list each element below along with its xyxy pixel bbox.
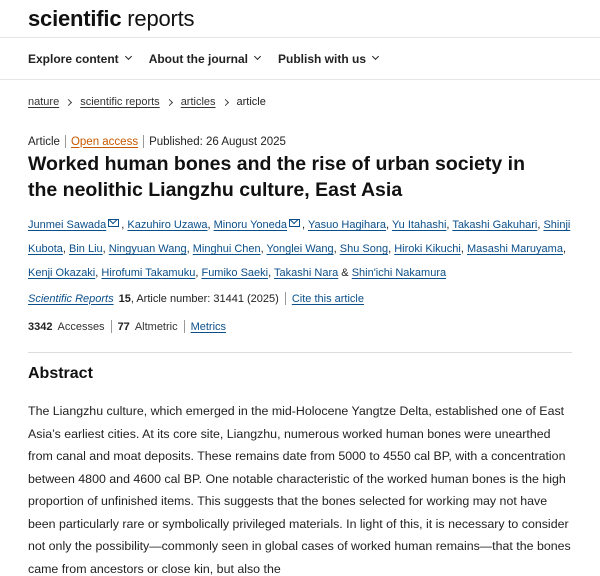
journal-link[interactable]: Scientific Reports <box>28 292 114 305</box>
nav-explore-content[interactable]: Explore content <box>28 52 131 66</box>
breadcrumb-scientific-reports[interactable]: scientific reports <box>80 96 160 108</box>
metrics-link[interactable]: Metrics <box>190 320 227 333</box>
nav-about-journal[interactable]: About the journal <box>149 52 260 66</box>
accesses-count: 3342 <box>28 320 53 333</box>
author-link[interactable]: Hirofumi Takamuku <box>101 267 196 279</box>
breadcrumb-nature[interactable]: nature <box>28 96 60 108</box>
author-link[interactable]: Fumiko Saeki <box>201 267 269 279</box>
altmetric-score: 77 <box>117 320 130 333</box>
main-nav <box>0 38 600 80</box>
nav-publish-with-us[interactable]: Publish with us <box>278 52 378 66</box>
author-link[interactable]: Kazuhiro Uzawa <box>127 219 208 231</box>
open-access-link[interactable]: Open access <box>70 135 139 148</box>
site-logo[interactable]: scientific reports <box>28 6 195 31</box>
author-link[interactable]: Shu Song <box>339 243 389 255</box>
author-link[interactable]: Yonglei Wang <box>266 243 334 255</box>
breadcrumb-article: article <box>236 96 266 108</box>
chevron-down-icon <box>125 53 132 60</box>
author-link[interactable]: Takashi Nara <box>274 267 339 279</box>
abstract-heading: Abstract <box>28 365 93 382</box>
site-header <box>0 0 600 38</box>
accesses-label: Accesses <box>57 320 105 333</box>
citation-line <box>28 292 364 305</box>
author-list: Junmei Sawada , Kazuhiro Uzawa, Minoru Yoneda , Yasuo Hagihara, Yu Itahashi, Takashi Gakuhari, Shinji Kubota, Bin Liu, Ningyuan Wang, Minghui Chen, Yonglei Wang, Shu Song, Hiroki Kikuchi, Masashi Maruyama, Kenji Okazaki, Hirofumi Takamuku, Fumiko Saeki, Takashi Nara & Shin'ichi Nakamura <box>28 219 571 279</box>
chevron-down-icon <box>372 53 379 60</box>
author-link[interactable]: Ningyuan Wang <box>108 243 187 255</box>
author-link[interactable]: Junmei Sawada <box>28 219 107 231</box>
separator <box>285 292 286 305</box>
author-link[interactable]: Kenji Okazaki <box>28 267 96 279</box>
volume-number: 15 <box>118 292 131 305</box>
article-type: Article <box>28 135 60 148</box>
published-date: Published: 26 August 2025 <box>149 135 286 148</box>
author-link[interactable]: Minghui Chen <box>192 243 261 255</box>
author-link[interactable]: Minoru Yoneda <box>213 219 288 231</box>
mail-icon[interactable] <box>289 219 300 227</box>
chevron-right-icon <box>221 98 228 105</box>
cite-this-article-link[interactable]: Cite this article <box>291 292 364 305</box>
breadcrumb <box>28 96 266 108</box>
chevron-right-icon <box>166 98 173 105</box>
author-link[interactable]: Yasuo Hagihara <box>307 219 387 231</box>
article-title: Worked human bones and the rise of urban society in the neolithic Liangzhu culture, East Asia <box>28 153 525 201</box>
separator <box>65 135 66 148</box>
chevron-right-icon <box>65 98 72 105</box>
article-number: , Article number: 31441 (2025) <box>130 292 279 305</box>
author-link[interactable]: Bin Liu <box>69 243 103 255</box>
altmetric-label: Altmetric <box>134 320 178 333</box>
separator <box>143 135 144 148</box>
abstract-text: The Liangzhu culture, which emerged in the mid-Holocene Yangtze Delta, established one of East Asia’s earliest cities. At its core site, Liangzhu, numerous worked human bones were unearthed from canal and moat deposits. These remains date from 5000 to 4550 cal BP, with a concentration between 4800 and 4600 cal BP. One notable characteristic of the worked human bones is the high proportion of unfinished items. This suggests that the bones selected for working may not have been particularly rare or symbolically privileged materials. In light of this, it is necessary to consider not only the possibility—commonly seen in global cases of worked human remains—that the bones came from ancestors or close kin, but also the <box>28 404 571 576</box>
breadcrumb-articles[interactable]: articles <box>180 96 216 108</box>
author-link[interactable]: Hiroki Kikuchi <box>394 243 461 255</box>
section-divider <box>28 352 572 353</box>
chevron-down-icon <box>254 53 261 60</box>
author-link[interactable]: Takashi Gakuhari <box>452 219 538 231</box>
author-link[interactable]: Masashi Maruyama <box>466 243 563 255</box>
separator <box>111 320 112 333</box>
article-meta <box>28 135 286 148</box>
author-link[interactable]: Shin'ichi Nakamura <box>351 267 447 279</box>
author-link[interactable]: Shinji Kubota <box>28 219 571 255</box>
article-metrics <box>28 320 226 333</box>
mail-icon[interactable] <box>108 219 119 227</box>
author-link[interactable]: Yu Itahashi <box>391 219 447 231</box>
separator <box>184 320 185 333</box>
